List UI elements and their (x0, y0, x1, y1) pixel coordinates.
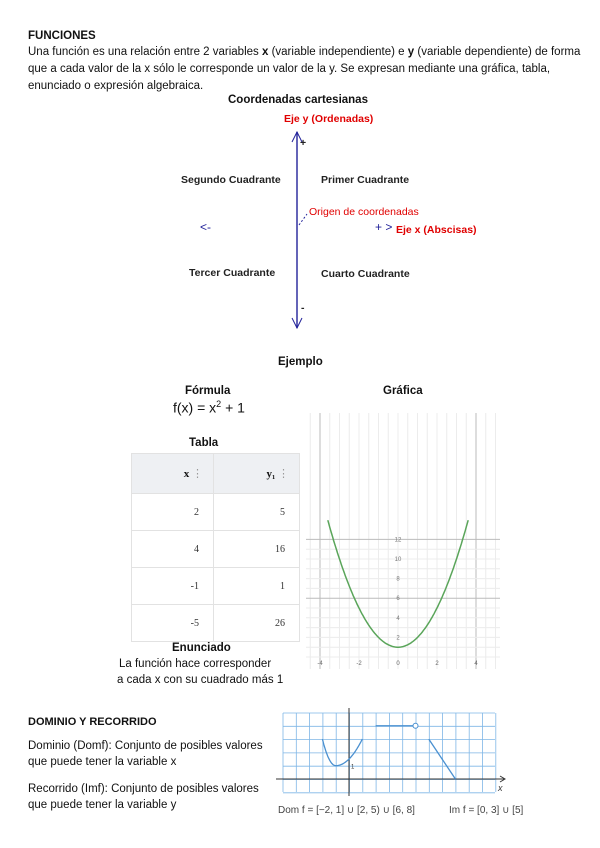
cell: 26 (214, 605, 300, 642)
text: 2 (216, 399, 222, 409)
x-tick-label: 4 (474, 661, 478, 667)
statement-title: Enunciado (172, 642, 231, 654)
range-def-2: que puede tener la variable y (28, 799, 177, 811)
table-title: Tabla (189, 437, 219, 449)
y-tick-label: 6 (396, 596, 400, 603)
table-row (132, 568, 300, 605)
q2-label: Segundo Cuadrante (181, 174, 281, 186)
range-def-1: Recorrido (Imf): Conjunto de posibles valores (28, 783, 259, 795)
cell: 16 (214, 531, 300, 568)
section-title: FUNCIONES (28, 30, 96, 42)
text: (variable dependiente) de forma (414, 46, 581, 58)
text: Una función es una relación entre 2 variables (28, 46, 262, 58)
example-title: Ejemplo (278, 356, 323, 368)
cartesian-title: Coordenadas cartesianas (228, 94, 368, 106)
curve-segment (322, 739, 362, 766)
values-table (131, 453, 300, 642)
y-tick-label: 4 (396, 615, 400, 622)
q3-label: Tercer Cuadrante (189, 267, 276, 279)
y-axis-label: Eje y (Ordenadas) (284, 113, 374, 125)
table-header-row (132, 454, 300, 494)
table-row (132, 494, 300, 531)
cell: -1 (132, 568, 214, 605)
y-tick-label: 8 (396, 576, 400, 583)
domain-title: DOMINIO Y RECORRIDO (28, 716, 157, 728)
formula (173, 399, 245, 416)
cell: 5 (214, 494, 300, 531)
x-tick-label: 2 (435, 661, 439, 667)
statement-line-2: a cada x con su cuadrado más 1 (117, 674, 284, 686)
text: f(x) = x (173, 399, 217, 416)
x-tick-label: 0 (396, 661, 400, 667)
y-tick-label: 2 (396, 635, 400, 642)
text: y (407, 46, 415, 58)
intro-line-2: que a cada valor de la x sólo le corresponde un valor de la y. Se expresan mediante una gráfica, tabla, (28, 63, 551, 75)
origin-label: Origen de coordenadas (309, 206, 419, 218)
cell: -5 (132, 605, 214, 642)
cell: 2 (132, 494, 214, 531)
cell: 1 (214, 568, 300, 605)
text: y₁ (266, 468, 276, 480)
minus-label: - (301, 302, 305, 314)
open-point (413, 723, 418, 728)
header-x: x ⋮ (132, 454, 214, 494)
q4-label: Cuarto Cuadrante (321, 268, 410, 280)
domain-graph (276, 708, 516, 800)
cell: 4 (132, 531, 214, 568)
plus-label: + (300, 137, 307, 149)
x-tick-label: -4 (317, 661, 323, 667)
text: + 1 (221, 399, 245, 416)
domain-def-1: Dominio (Domf): Conjunto de posibles valores (28, 740, 263, 752)
right-arrow: + > (375, 220, 393, 234)
statement-line-1: La función hace corresponder (119, 658, 272, 670)
table-row (132, 531, 300, 568)
graph-title: Gráfica (383, 385, 423, 397)
x-axis-label: Eje x (Abscisas) (396, 224, 477, 236)
y-tick-label: 12 (394, 537, 402, 544)
parabola-graph (306, 413, 500, 669)
intro-line-3: enunciado o expresión algebraica. (28, 80, 204, 92)
im-formula: Im f = [0, 3] ∪ [5] (449, 805, 524, 816)
text: x (183, 468, 190, 480)
text: (variable independiente) e (268, 46, 408, 58)
x-axis-label: x (498, 783, 503, 793)
header-y: y₁ ⋮ (214, 454, 300, 494)
line-segment (429, 739, 456, 779)
table-row (132, 605, 300, 642)
dom-formula: Dom f = [−2, 1] ∪ [2, 5) ∪ [6, 8] (278, 805, 415, 816)
formula-title: Fórmula (185, 385, 231, 397)
x-tick-label: -2 (356, 661, 362, 667)
left-arrow: <- (200, 220, 212, 234)
domain-def-2: que puede tener la variable x (28, 756, 177, 768)
q1-label: Primer Cuadrante (321, 174, 410, 186)
y-tick-label: 10 (394, 557, 402, 563)
text: x (261, 46, 269, 58)
one-label: 1 (351, 764, 355, 771)
